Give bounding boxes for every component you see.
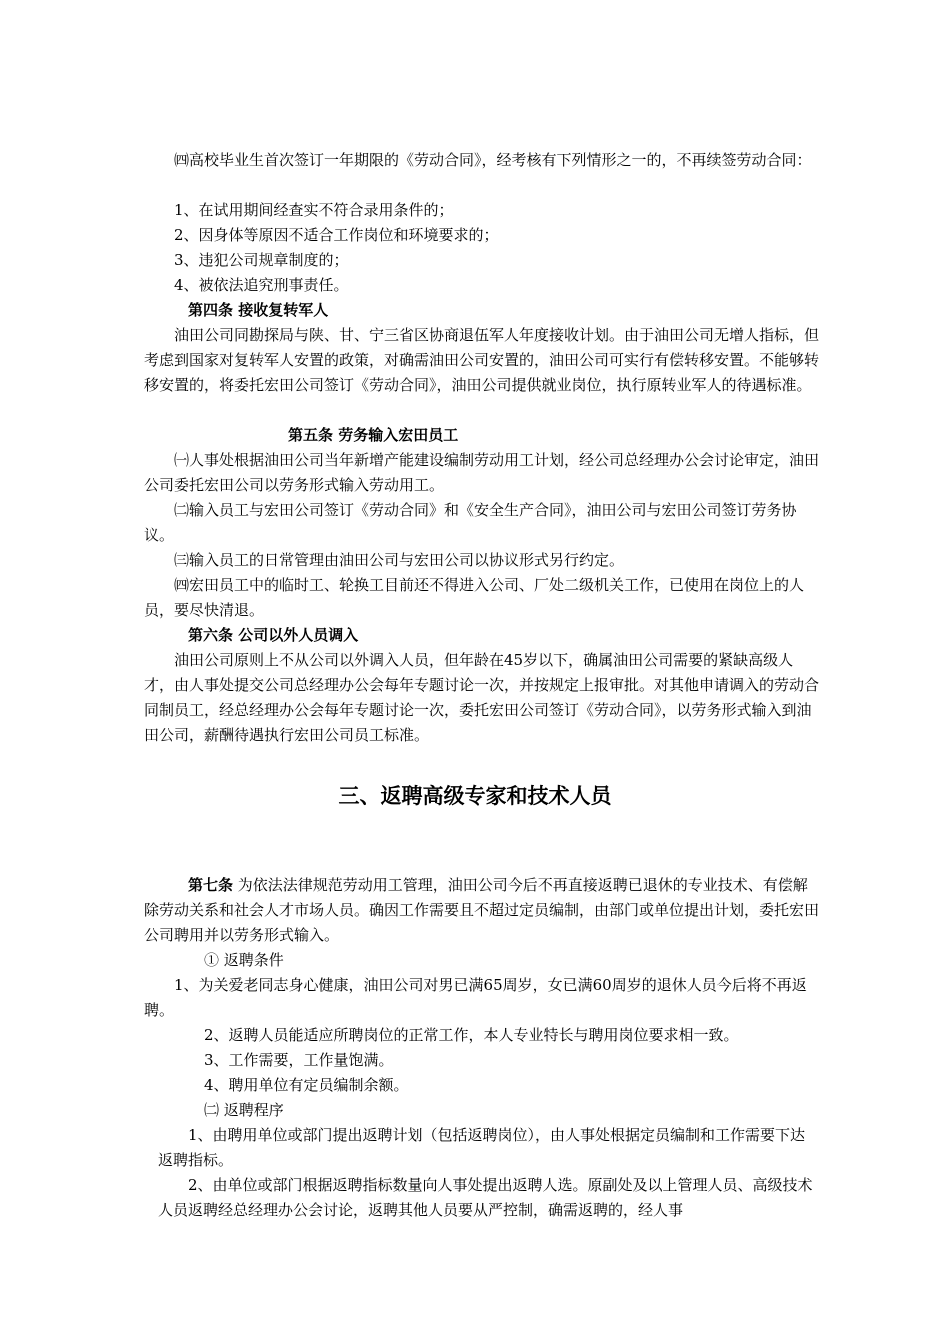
article-5-item-4: ㈣宏田员工中的临时工、轮换工目前还不得进入公司、厂处二级机关工作，已使用在岗位上的人员，要尽快清退。 — [144, 576, 805, 619]
article-5-heading: 第五条 劳务输入宏田员工 — [288, 426, 459, 444]
article-7-paragraph — [144, 873, 820, 948]
clause-4-item-3: 3、违犯公司规章制度的； — [174, 251, 349, 269]
article-6-heading: 第六条 公司以外人员调入 — [188, 626, 359, 644]
clause-4-intro: ㈣高校毕业生首次签订一年期限的《劳动合同》，经考核有下列情形之一的，不再续签劳动合同： — [174, 151, 812, 169]
rehire-condition-3: 3、工作需要，工作量饱满。 — [204, 1051, 394, 1069]
clause-4-item-1: 1、在试用期间经查实不符合录用条件的； — [174, 201, 454, 219]
rehire-conditions-heading: ① 返聘条件 — [204, 951, 284, 969]
article-5-item-1: ㈠人事处根据油田公司当年新增产能建设编制劳动用工计划，经公司总经理办公会讨论审定，油田公司委托宏田公司以劳务形式输入劳动用工。 — [144, 451, 820, 494]
article-6-body: 油田公司原则上不从公司以外调入人员，但年龄在45岁以下，确属油田公司需要的紧缺高级人才，由人事处提交公司总经理办公会每年专题讨论一次，并按规定上报审批。对其他申请调入的劳动合同制员工，经总经理办公会每年专题讨论一次，委托宏田公司签订《劳动合同》，以劳务形式输入到油田公司，薪酬待遇执行宏田公司员工标准。 — [144, 651, 820, 744]
rehire-procedure-1: 1、由聘用单位或部门提出返聘计划（包括返聘岗位），由人事处根据定员编制和工作需要下达返聘指标。 — [158, 1126, 806, 1169]
section-3-title: 三、返聘高级专家和技术人员 — [338, 783, 612, 808]
article-7-body: 为依法法律规范劳动用工管理，油田公司今后不再直接返聘已退休的专业技术、有偿解除劳动关系和社会人才市场人员。确因工作需要且不超过定员编制，由部门或单位提出计划，委托宏田公司聘用并以劳务形式输入。 — [144, 876, 820, 944]
article-4-body: 油田公司同勘探局与陕、甘、宁三省区协商退伍军人年度接收计划。由于油田公司无增人指标，但考虑到国家对复转军人安置的政策，对确需油田公司安置的，油田公司可实行有偿转移安置。不能够转移安置的，将委托宏田公司签订《劳动合同》，油田公司提供就业岗位，执行原转业军人的待遇标准。 — [144, 326, 820, 394]
rehire-condition-1: 1、为关爱老同志身心健康，油田公司对男已满65周岁，女已满60周岁的退休人员今后将不再返聘。 — [144, 976, 807, 1019]
clause-4-item-2: 2、因身体等原因不适合工作岗位和环境要求的； — [174, 226, 499, 244]
article-5-item-2: ㈡输入员工与宏田公司签订《劳动合同》和《安全生产合同》，油田公司与宏田公司签订劳务协议。 — [144, 501, 797, 544]
rehire-procedure-2: 2、由单位或部门根据返聘指标数量向人事处提出返聘人选。原副处及以上管理人员、高级技术人员返聘经总经理办公会讨论，返聘其他人员要从严控制，确需返聘的，经人事 — [158, 1176, 813, 1219]
rehire-condition-4: 4、聘用单位有定员编制余额。 — [204, 1076, 409, 1094]
rehire-procedure-heading: ㈡ 返聘程序 — [204, 1101, 284, 1119]
clause-4-item-4: 4、被依法追究刑事责任。 — [174, 276, 349, 294]
article-4-heading: 第四条 接收复转军人 — [188, 301, 329, 319]
article-5-item-3: ㈢输入员工的日常管理由油田公司与宏田公司以协议形式另行约定。 — [174, 551, 625, 569]
article-7-label: 第七条 — [188, 876, 234, 894]
rehire-condition-2: 2、返聘人员能适应所聘岗位的正常工作，本人专业特长与聘用岗位要求相一致。 — [204, 1026, 739, 1044]
